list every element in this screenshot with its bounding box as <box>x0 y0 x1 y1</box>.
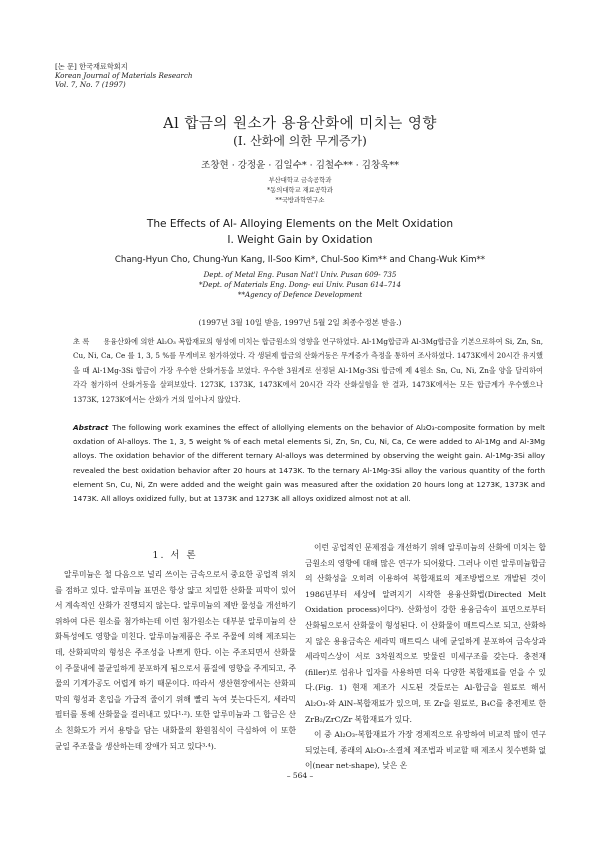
paper-title-en-line2: I. Weight Gain by Oxidation <box>227 234 373 246</box>
abstract-kr-text: 용융산화에 의한 Al₂O₃ 복합재료의 형성에 미치는 합금원소의 영향을 연구하였다. Al-1Mg합금과 Al-3Mg합금을 기본으로하여 Si, Zn, Sn, Cu, Ni, Ca, Ce 를 1, 3, 5 %를 무게비로 첨가하였다. 각 생된제 합금의 산화거동은 무게증가 측정을 통하여 조사하였다. 1473K에서 20시간 유지했을 때 Al-1Mg-3Si 합금이 가장 우수한 산화거동을 보였다. 우수한 3원계로 선정된 Al-1Mg-3Si 합금에 제 4원소 Sn, Cu, Ni, Zn을 양을 달리하여 각각 첨가하여 산화거동을 살펴보았다. 1273K, 1373K, 1473K에서 20시간 각각 산화실험을 한 결과, 1473K에서는 모든 합금계가 우수했으나 1373K, 1273K에서는 산화가 거의 일어나지 않았다. <box>73 337 544 404</box>
paper-title-en-line1: The Effects of Al- Alloying Elements on the Melt Oxidation <box>146 218 454 230</box>
received-dates: (1997년 3월 10일 받음, 1997년 5월 2일 최종수정본 받음.) <box>198 318 402 327</box>
body-column-right <box>305 540 546 774</box>
section-heading-introduction: 1. 서 론 <box>152 550 198 561</box>
body-column-left <box>55 567 296 754</box>
affiliation-en-2: *Dept. of Materials Eng. Dong- eui Univ. Pusan 614–714 <box>198 280 402 289</box>
affiliation-kr-3: **국방과학연구소 <box>275 197 325 204</box>
affiliation-en-3: **Agency of Defence Development <box>237 290 363 299</box>
journal-name-en: Korean Journal of Materials Research <box>55 71 193 80</box>
journal-name-kr: [논 문] 한국재료학회지 <box>55 62 128 71</box>
abstract-kr-label: 초 록 <box>73 337 90 346</box>
authors-kr: 조창현 · 강정윤 · 김일수* · 김철수** · 김창욱** <box>201 160 399 171</box>
paper-subtitle-kr: (I. 산화에 의한 무게증가) <box>233 134 367 148</box>
body-paragraph: 이런 공업적인 문제점을 개선하기 위해 알루미늄의 산화에 미치는 합금원소의 영향에 대해 많은 연구가 되어왔다. 그러나 이런 알루미늄합금의 산화성을 오히려 이용하여 복합재료의 제조방법으로 개발된 것이 1986년부터 세상에 알려지기 시작한 용융산화법(Directed Melt Oxidation process)이다⁵). 산화성이 강한 용융금속이 표면으로부터 산화됨으로서 산화물이 형성된다. 이 산화물이 매트릭스로 되고, 산화하지 않은 용융금속은 세라믹 매트릭스 내에 균일하게 분포하여 금속상과 세라믹스상이 서로 3차원적으로 맞물린 미세구조를 갖는다. 충전재(filler)로 섬유나 입자를 사용하면 더욱 다양한 복합재료를 얻을 수 있다.(Fig. 1) 현재 제조가 시도된 것들로는 Al-합금을 원료로 해서 Al₂O₃-와 AlN-복합재료가 있으며, 또 Zr을 원료로, B₄C를 충전제로 한 ZrB₂/ZrC/Zr 복합재료가 있다. <box>305 543 546 724</box>
abstract-en-label: Abstract <box>73 423 109 432</box>
body-paragraph: 알루미늄은 철 다음으로 널리 쓰이는 금속으로서 중요한 공업적 위치를 점하고 있다. 알루미늄 표면은 항상 얇고 치밀한 산화물 피막이 있어서 계속적인 산화가 진행되지 않는다. 알루미늄의 제반 물성을 개선하기 위하여 다른 원소를 첨가하는데 이런 첨가원소는 대부분 알루미늄의 산화특성에도 영향을 미친다. 알루미늄제품은 주로 주물에 의해 제조되는데, 산화피막의 형성은 주조성을 나쁘게 한다. 이는 주조되면서 산화물이 주물내에 불균일하게 분포하게 됨으로서 품질에 영향을 주게되고, 주물의 기계가공도 어렵게 하기 때문이다. 따라서 생산현장에서는 산화피막의 형성과 혼입을 가급적 줄이기 위해 빨리 녹여 붓는다든지, 세라믹 필터를 통해 산화물을 걸러내고 있다¹·²). 또한 알루미늄과 그 합금은 산소 친화도가 커서 용탕을 담는 내화물의 환원침식이 극심하여 이 또한 균일 주조물을 생산하는데 장애가 되고 있다³·⁴). <box>55 570 296 751</box>
affiliation-kr-1: 부산대학교 금속공학과 <box>268 177 332 184</box>
abstract-kr <box>73 335 543 407</box>
journal-volume: Vol. 7, No. 7 (1997) <box>55 80 126 89</box>
paper-title-kr: Al 합금의 원소가 용융산화에 미치는 영향 <box>163 116 437 132</box>
affiliations-kr <box>0 176 600 206</box>
affiliations-en <box>0 270 600 300</box>
page-number: – 564 – <box>286 771 314 780</box>
affiliation-en-1: Dept. of Metal Eng. Pusan Nat'l Univ. Pusan 609- 735 <box>203 270 397 279</box>
abstract-en <box>73 421 545 506</box>
affiliation-kr-2: *동의대학교 재료공학과 <box>267 187 333 194</box>
authors-en: Chang-Hyun Cho, Chung-Yun Kang, Il-Soo Kim*, Chul-Soo Kim** and Chang-Wuk Kim** <box>114 255 486 265</box>
body-paragraph: 이 중 Al₂O₃-복합재료가 가장 경제적으로 유망하여 비교적 많이 연구되었는데, 종래의 Al₂O₃-소결체 제조법과 비교할 때 제조시 칫수변화 없이(near net-shape), 낮은 온 <box>305 730 546 771</box>
abstract-en-text: The following work examines the effect of allollying elements on the behavior of Al₂O₃-composite formation by melt oxdation of Al-alloys. The 1, 3, 5 weight % of each metal elements Si, Zn, Sn, Cu, Ni, Ca, Ce were added to Al-1Mg and Al-3Mg alloys. The oxidation behavior of the different ternary Al-alloys was determined by observing the weight gain. Al-1Mg-3Si alloy revealed the best oxidation behavior after 20 hours at 1473K. To the ternary Al-1Mg-3Si alloy the various quantity of the forth element Sn, Cu, Ni, Zn were added and the weight gain was measured after the oxidation 20 hours long at 1273K, 1373K and 1473K. All alloys oxidized fully, but at 1373K and 1273K all alloys oxidized almost not at all. <box>73 423 545 504</box>
paper-title-en <box>0 216 600 248</box>
journal-header <box>55 62 193 89</box>
